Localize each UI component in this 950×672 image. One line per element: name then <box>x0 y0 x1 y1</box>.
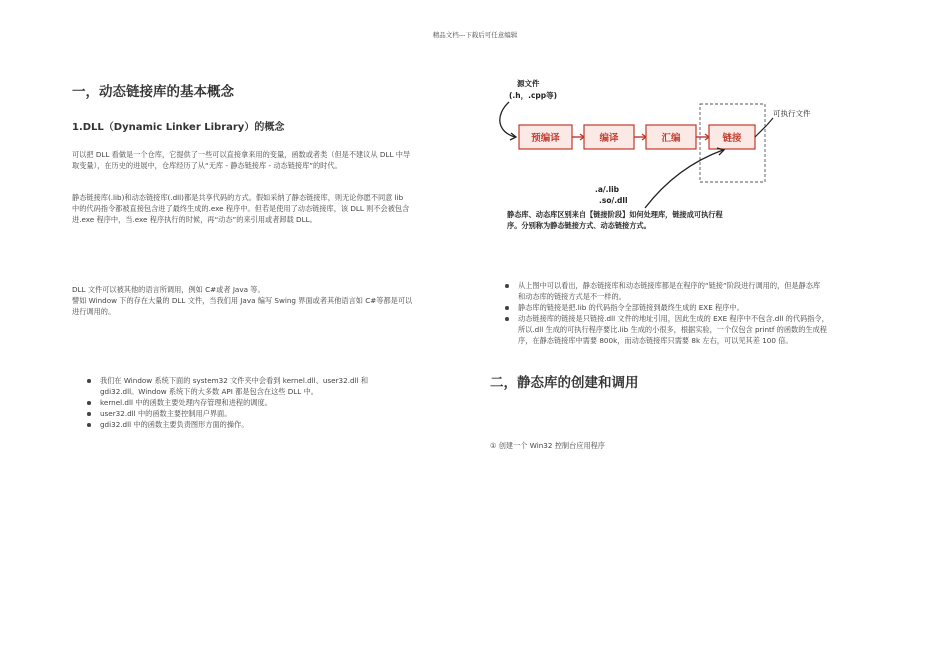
section-1-heading-wrap <box>72 80 464 100</box>
source-ext-label: (.h，.cpp等) <box>509 91 558 100</box>
box-precompile-label: 预编译 <box>531 133 560 144</box>
link-bullet-3-cont-1: 所以.dll 生成的可执行程序要比.lib 生成的小很多，根据实验，一个仅包含 printf 的函数的生成程 <box>518 325 827 334</box>
paragraph-2-line-1: 静态链接库(.lib)和动态链接库(.dll)都是共享代码的方式。假如采纳了静态链接库，则无论你愿不同意 lib <box>72 193 404 202</box>
section-1-heading: 一，动态链接库的基本概念 <box>72 84 234 100</box>
dll-concept-heading-wrap <box>72 118 464 133</box>
section-2-heading-wrap <box>490 371 890 391</box>
box-compile-label: 编译 <box>599 133 619 144</box>
paragraph-1 <box>72 149 464 171</box>
link-bullet-2: 静态库的链接是把.lib 的代码指令全部链接到最终生成的 EXE 程序中。 <box>502 302 890 313</box>
lib-label-2: .so/.dll <box>599 196 628 205</box>
dll-bullet-1-cont: gdi32.dll。Window 系统下的大多数 API 都是包含在这些 DLL 中。 <box>100 387 318 396</box>
diagram-caption-line-1: 静态库、动态库区别来自【链接阶段】如何处理库，链接成可执行程 <box>507 210 723 219</box>
link-bullet-3: 动态链接库的链接是只链接.dll 文件的地址引用，因此生成的 EXE 程序中不包含.dll 的代码指令， <box>502 313 890 324</box>
output-label: 可执行文件 <box>773 109 811 118</box>
link-bullets <box>502 280 890 346</box>
source-label: 源文件 <box>517 79 540 88</box>
link-bullet-3-cont-2: 序，在静态链接库中需要 800k，而动态链接库只需要 8k 左右，可以见其差 100 倍。 <box>518 336 793 345</box>
diagram-caption-line-2: 序。分别称为静态链接方式、动态链接方式。 <box>507 221 651 230</box>
output-arrow-2 <box>767 118 773 125</box>
paragraph-2-line-3: 进.exe 程序中，当.exe 程序执行的时候，再“动态”的来引用或者卸载 DLL。 <box>72 215 317 224</box>
link-bullet-1-cont: 和动态库的链接方式是不一样的。 <box>518 292 626 301</box>
paragraph-2 <box>72 192 464 225</box>
source-arrow <box>500 102 515 137</box>
header-note: 精品文档---下载后可任意编辑 <box>432 31 518 39</box>
dll-bullet-3: user32.dll 中的函数主要控制用户界面。 <box>84 408 476 419</box>
dll-bullet-2: kernel.dll 中的函数主要处理内存管理和进程的调度。 <box>84 397 476 408</box>
dll-bullets <box>84 375 476 430</box>
paragraph-1-line-1: 可以把 DLL 看做是一个仓库，它提供了一些可以直接拿来用的变量，函数或者类（但是不建议从 DLL 中导 <box>72 150 411 159</box>
paragraph-3-line-2: 譬如 Window 下的存在大量的 DLL 文件，当我们用 Java 编写 Swing 界面或者其他语言如 C#等都是可以 <box>72 296 413 305</box>
dll-bullet-1: 我们在 Window 系统下面的 system32 文件夹中会看到 kernel.dll、user32.dll 和 <box>84 375 476 386</box>
lib-arrow <box>645 150 723 208</box>
dll-bullet-4: gdi32.dll 中的函数主要负责图形方面的操作。 <box>84 419 476 430</box>
box-assemble-label: 汇编 <box>661 133 681 144</box>
paragraph-2-line-2: 中的代码指令都被直接包含进了最终生成的.exe 程序中。但若是使用了动态链接库，该 DLL 则不会被包含 <box>72 204 410 213</box>
link-bullet-1: 从上图中可以看出，静态链接库和动态链接库都是在程序的“链接”阶段进行调用的，但是静态库 <box>502 280 890 291</box>
paragraph-3-line-1: DLL 文件可以被其他的语言所调用，例如 C#或者 Java 等。 <box>72 285 265 294</box>
build-pipeline-diagram <box>495 70 811 240</box>
step-1-wrap <box>490 440 890 451</box>
section-2-heading: 二，静态库的创建和调用 <box>490 375 639 391</box>
paragraph-3-line-3: 进行调用的。 <box>72 307 116 316</box>
paragraph-1-line-2: 取变量），在历史的进展中，仓库经历了从“无库 - 静态链接库 - 动态链接库”的时代。 <box>72 161 342 170</box>
dll-concept-heading: 1.DLL（Dynamic Linker Library）的概念 <box>72 122 285 133</box>
box-link-label: 链接 <box>722 133 742 144</box>
lib-label-1: .a/.lib <box>595 185 620 194</box>
step-1-text: ① 创建一个 Win32 控制台应用程序 <box>490 441 606 450</box>
paragraph-3 <box>72 284 464 317</box>
